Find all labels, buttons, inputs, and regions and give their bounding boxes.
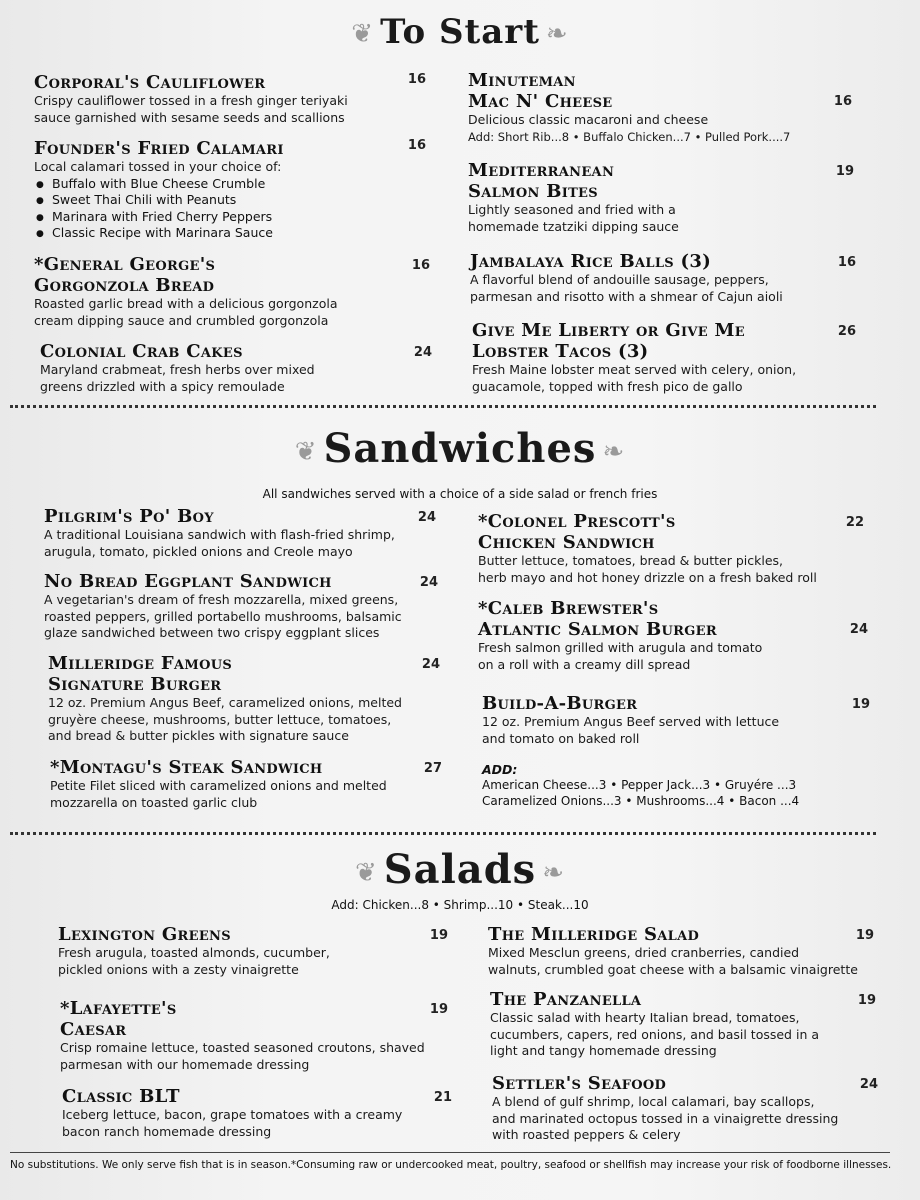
salads-note: Add: Chicken...8 • Shrimp...10 • Steak...10 <box>331 898 589 912</box>
item-price: 16 <box>407 72 426 87</box>
menu-item-the-milleridge-salad: The Milleridge Salad 19 Mixed Mesclun greens, dried cranberries, candied walnuts, crumbled goat cheese with a balsamic vinaigrette <box>488 924 874 977</box>
item-price: 19 <box>855 928 874 943</box>
item-price: 24 <box>413 345 432 360</box>
calamari-options-list <box>34 176 426 242</box>
menu-item-founders-fried-calamari: Founder's Fried Calamari 16 Local calamari tossed in your choice of: ● Buffalo with Blue Cheese Crumble ● Sweet Thai Chili with Peanuts ● Marinara with Fried Cherry Peppers ● Classic Recipe with Marinara Sauce <box>34 138 426 242</box>
menu-item-no-bread-eggplant-sandwich: No Bread Eggplant Sandwich 24 A vegetarian's dream of fresh mozzarella, mixed greens, roasted peppers, grilled portabello mushrooms, balsamic glaze sandwiched between two crispy eggplant slices <box>44 571 438 640</box>
item-price: 19 <box>835 164 854 179</box>
menu-item-pilgrims-po-boy: Pilgrim's Po' Boy 24 A traditional Louisiana sandwich with flash-fried shrimp, arugula, tomato, pickled onions and Creole mayo <box>44 506 436 559</box>
item-price: 24 <box>859 1077 878 1092</box>
flourish-right-icon: ❧ <box>602 437 626 467</box>
list-item: ● Sweet Thai Chili with Peanuts <box>52 192 426 209</box>
item-price: 24 <box>417 510 436 525</box>
flourish-right-icon: ❧ <box>542 858 565 888</box>
menu-item-the-panzanella: The Panzanella 19 Classic salad with hearty Italian bread, tomatoes, cucumbers, capers, red onions, and basil tossed in a light and tangy homemade dressing <box>490 989 876 1058</box>
menu-item-corporals-cauliflower: Corporal's Cauliflower 16 Crispy cauliflower tossed in a fresh ginger teriyaki sauce garnished with sesame seeds and scallions <box>34 72 426 125</box>
item-price: 19 <box>857 993 876 1008</box>
item-price: 24 <box>849 622 868 637</box>
item-price: 22 <box>845 515 864 530</box>
burger-add-ons: ADD: American Cheese...3 • Pepper Jack...3 • Gruyére ...3 Caramelized Onions...3 • Mushrooms...4 • Bacon ...4 <box>482 762 800 808</box>
flourish-left-icon: ❦ <box>294 437 318 467</box>
sandwiches-note: All sandwiches served with a choice of a side salad or french fries <box>262 487 658 501</box>
list-item: ● Marinara with Fried Cherry Peppers <box>52 209 426 226</box>
item-price: 27 <box>423 761 442 776</box>
menu-item-minuteman-mac-n-cheese: Minuteman Mac N' Cheese 16 Delicious classic macaroni and cheese Add: Short Rib...8 • Buffalo Chicken...7 • Pulled Pork....7 <box>468 70 852 144</box>
list-item: ● Buffalo with Blue Cheese Crumble <box>52 176 426 193</box>
flourish-left-icon: ❦ <box>355 858 378 888</box>
menu-item-colonial-crab-cakes: Colonial Crab Cakes 24 Maryland crabmeat, fresh herbs over mixed greens drizzled with a spicy remoulade <box>40 341 432 394</box>
section-divider <box>10 832 876 835</box>
item-price: 24 <box>421 657 440 672</box>
item-price: 21 <box>433 1090 452 1105</box>
menu-item-montagus-steak-sandwich: *Montagu's Steak Sandwich 27 Petite Filet sliced with caramelized onions and melted mozzarella on toasted garlic club <box>50 757 442 810</box>
item-price: 16 <box>833 94 852 109</box>
menu-item-classic-blt: Classic BLT 21 Iceberg lettuce, bacon, grape tomatoes with a creamy bacon ranch homemade dressing <box>62 1086 452 1139</box>
section-title-sandwiches: ❦ Sandwiches ❧ <box>294 425 626 472</box>
menu-item-caleb-brewsters-atlantic-salmon-burger: *Caleb Brewster's Atlantic Salmon Burger 24 Fresh salmon grilled with arugula and tomato on a roll with a creamy dill spread <box>478 598 868 672</box>
item-price: 19 <box>429 1002 448 1017</box>
menu-item-lafayettes-caesar: *Lafayette's Caesar 19 Crisp romaine lettuce, toasted seasoned croutons, shaved parmesan with our homemade dressing <box>60 998 448 1072</box>
footer-disclaimer: No substitutions. We only serve fish that is in season.*Consuming raw or undercooked meat, poultry, seafood or shellfish may increase your risk of foodborne illnesses. <box>10 1152 890 1171</box>
menu-item-jambalaya-rice-balls: Jambalaya Rice Balls (3) 16 A flavorful blend of andouille sausage, peppers, parmesan and risotto with a shmear of Cajun aioli <box>470 251 856 304</box>
menu-item-build-a-burger: Build-A-Burger 19 12 oz. Premium Angus Beef served with lettuce and tomato on baked roll <box>482 693 870 746</box>
list-item: ● Classic Recipe with Marinara Sauce <box>52 225 426 242</box>
menu-item-lobster-tacos: Give Me Liberty or Give Me Lobster Tacos (3) 26 Fresh Maine lobster meat served with celery, onion, guacamole, topped with fresh pico de gallo <box>472 320 856 394</box>
item-price: 19 <box>851 697 870 712</box>
flourish-right-icon: ❧ <box>545 19 569 49</box>
menu-item-colonel-prescotts-chicken-sandwich: *Colonel Prescott's Chicken Sandwich 22 Butter lettuce, tomatoes, bread & butter pickles, herb mayo and hot honey drizzle on a fresh baked roll <box>478 511 864 585</box>
item-price: 24 <box>419 575 438 590</box>
menu-item-mediterranean-salmon-bites: Mediterranean Salmon Bites 19 Lightly seasoned and fried with a homemade tzatziki dipping sauce <box>468 160 854 234</box>
section-title-to-start: ❦ To Start ❧ <box>351 12 569 52</box>
flourish-left-icon: ❦ <box>351 19 375 49</box>
menu-item-milleridge-famous-signature-burger: Milleridge Famous Signature Burger 24 12 oz. Premium Angus Beef, caramelized onions, melted gruyère cheese, mushrooms, butter lettuce, tomatoes, and bread & butter pickles with signature sauce <box>48 653 440 743</box>
item-price: 16 <box>837 255 856 270</box>
section-title-salads: ❦ Salads ❧ <box>355 846 565 893</box>
menu-item-lexington-greens: Lexington Greens 19 Fresh arugula, toasted almonds, cucumber, pickled onions with a zesty vinaigrette <box>58 924 448 977</box>
item-price: 16 <box>407 138 426 153</box>
item-price: 19 <box>429 928 448 943</box>
section-divider <box>10 405 876 408</box>
menu-item-general-georges-gorgonzola-bread: *General George's Gorgonzola Bread 16 Roasted garlic bread with a delicious gorgonzola cream dipping sauce and crumbled gorgonzola <box>34 254 430 328</box>
item-price: 26 <box>837 324 856 339</box>
item-price: 16 <box>411 258 430 273</box>
menu-item-settlers-seafood: Settler's Seafood 24 A blend of gulf shrimp, local calamari, bay scallops, and marinated octopus tossed in a vinaigrette dressing with roasted peppers & celery <box>492 1073 878 1142</box>
